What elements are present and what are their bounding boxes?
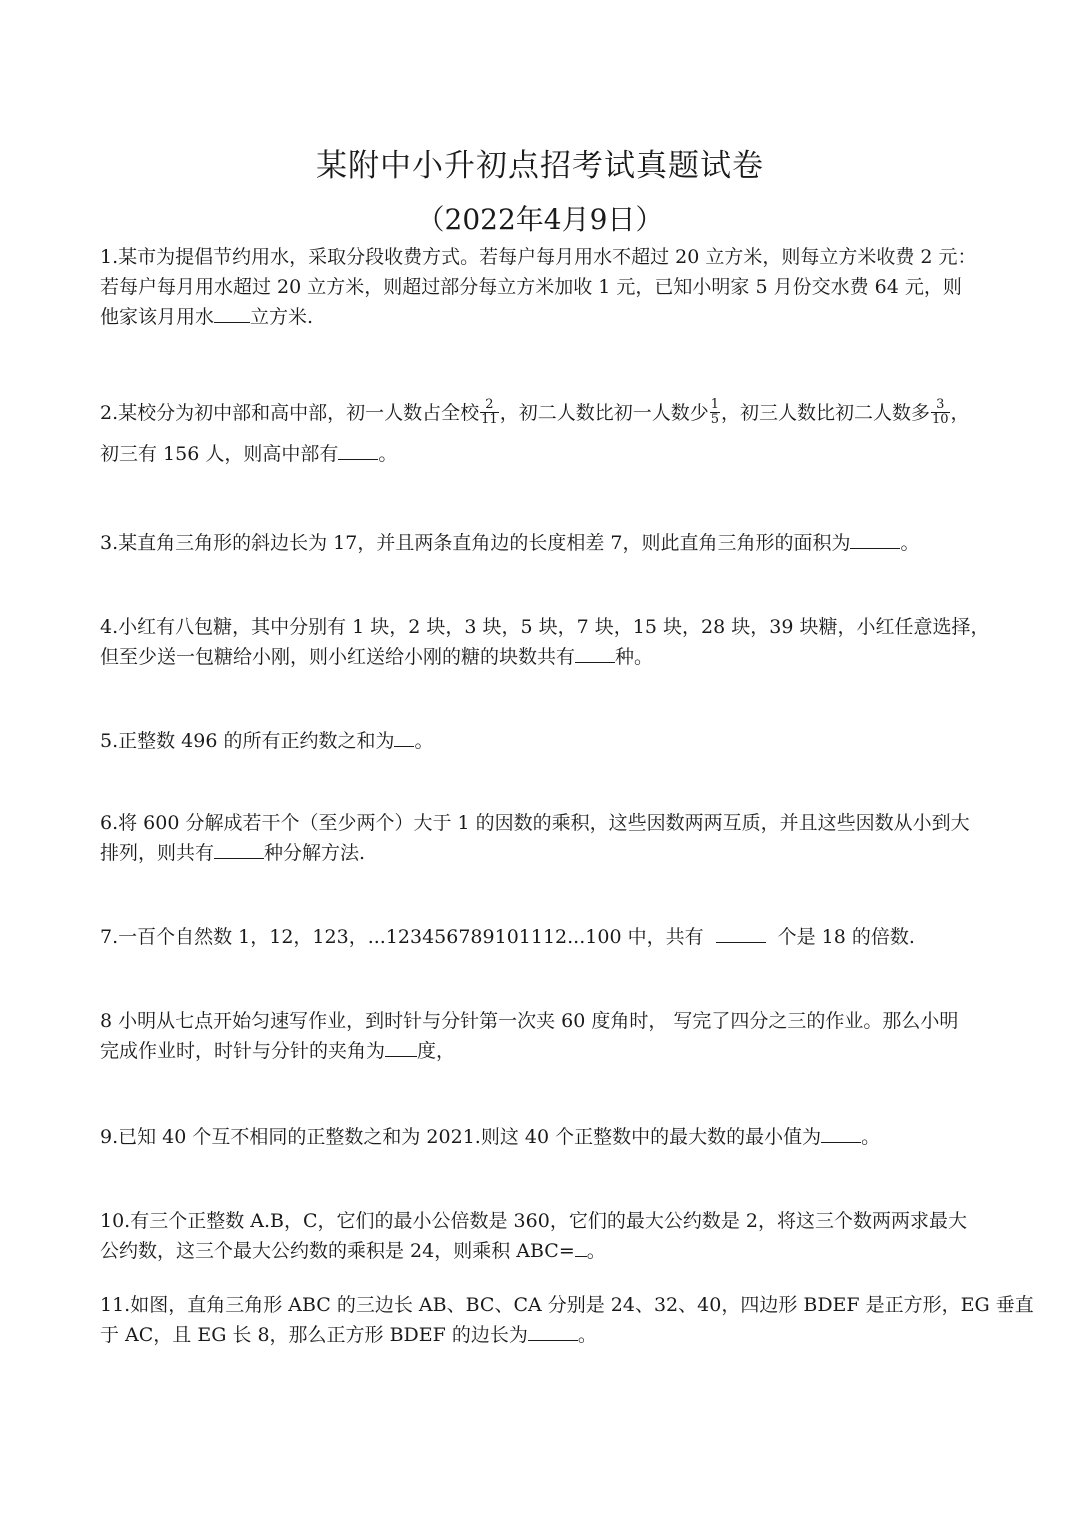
question-9-text-b: 。: [861, 1126, 881, 1148]
question-1-text-b: 立方米.: [250, 306, 314, 328]
question-10-line-1: 10.有三个正整数 A.B，C，它们的最小公倍数是 360，它们的最大公约数是 2，将这三个数两两求最大: [100, 1210, 967, 1232]
fraction-numerator: 3: [931, 398, 950, 413]
answer-blank-6[interactable]: [214, 838, 264, 859]
question-4: [100, 612, 990, 672]
question-1-line-3: [100, 302, 985, 332]
question-9: [100, 1122, 985, 1152]
question-6-text-a: 排列，则共有: [100, 842, 215, 864]
question-4-line-1: 4.小红有八包糖，其中分别有 1 块，2 块，3 块，5 块，7 块，15 块，28 块，39 块糖，小红任意选择，: [100, 616, 990, 638]
answer-blank-3[interactable]: [850, 528, 900, 549]
fraction-denominator: 10: [932, 411, 949, 427]
question-10-text-b: 。: [586, 1240, 606, 1262]
question-2-line-1: [100, 398, 985, 429]
answer-blank-1[interactable]: [214, 302, 250, 323]
answer-blank-7[interactable]: [716, 922, 766, 943]
question-2-text-f: 。: [378, 442, 398, 465]
question-1: [100, 242, 985, 332]
fraction-numerator: 1: [710, 396, 719, 412]
question-7-text-a: 7.一百个自然数 1，12，123，...123456789101112...100 中，共有: [100, 926, 704, 948]
question-9-text-a: 9.已知 40 个互不相同的正整数之和为 2021.则这 40 个正整数中的最大数的最小值为: [100, 1126, 822, 1148]
fraction-denominator: 5: [710, 411, 719, 427]
question-8-text-b: 度，: [417, 1040, 456, 1062]
question-11-text-b: 。: [577, 1324, 597, 1346]
question-4-line-2: [100, 642, 985, 672]
question-5-text-a: 5.正整数 496 的所有正约数之和为: [100, 730, 395, 752]
question-10-line-2: [100, 1236, 985, 1266]
question-10-text-a: 公约数，这三个最大公约数的乘积是 24，则乘积 ABC=: [100, 1240, 575, 1262]
question-2-text-e: 初三有 156 人，则高中部有: [100, 442, 339, 465]
question-11-line-1: 11.如图，直角三角形 ABC 的三边长 AB、BC、CA 分别是 24、32、40，四边形 BDEF 是正方形，EG 垂直: [100, 1294, 1034, 1316]
question-6-text-b: 种分解方法.: [264, 842, 366, 864]
answer-blank-4[interactable]: [575, 642, 615, 663]
fraction-denominator: 11: [481, 411, 498, 427]
fraction-3-10: [931, 398, 950, 427]
answer-blank-5[interactable]: [394, 726, 414, 747]
answer-blank-11[interactable]: [528, 1320, 578, 1341]
question-11-line-2: [100, 1320, 985, 1350]
question-2: [100, 398, 985, 469]
question-7: [100, 922, 985, 952]
question-2-text-b: ，初二人数比初一人数少: [499, 402, 709, 424]
question-11: [100, 1290, 1034, 1350]
question-4-text-b: 种。: [615, 646, 654, 668]
question-1-line-2: 若每户每月用水超过 20 立方米，则超过部分每立方米加收 1 元，已知小明家 5 月份交水费 64 元，则: [100, 276, 962, 298]
question-2-text-c: ，初三人数比初二人数多: [720, 402, 930, 424]
question-10: [100, 1206, 985, 1266]
question-4-text-a: 但至少送一包糖给小刚，则小红送给小刚的糖的块数共有: [100, 646, 576, 668]
fraction-1-5: [710, 398, 720, 427]
question-3-text-b: 。: [900, 532, 920, 554]
question-3: [100, 528, 985, 558]
question-7-text-b: 个是 18 的倍数.: [777, 926, 915, 948]
question-6-line-1: 6.将 600 分解成若干个（至少两个）大于 1 的因数的乘积，这些因数两两互质，并且这些因数从小到大: [100, 812, 970, 834]
question-6-line-2: [100, 838, 985, 868]
question-9-line-1: [100, 1122, 985, 1152]
question-3-text-a: 3.某直角三角形的斜边长为 17，并且两条直角边的长度相差 7，则此直角三角形的面积为: [100, 532, 851, 554]
question-2-text-a: 2.某校分为初中部和高中部，初一人数占全校: [100, 402, 480, 424]
question-1-line-1: 1.某市为提倡节约用水，采取分段收费方式。若每户每月用水不超过 20 立方米，则每立方米收费 2 元：: [100, 246, 977, 268]
question-5-line-1: [100, 726, 985, 756]
answer-blank-2[interactable]: [338, 439, 378, 460]
exam-title: 某附中小升初点招考试真题试卷: [316, 148, 764, 184]
question-3-line-1: [100, 528, 985, 558]
answer-blank-9[interactable]: [821, 1122, 861, 1143]
question-5: [100, 726, 985, 756]
question-2-line-2: [100, 439, 985, 469]
answer-blank-10[interactable]: [575, 1236, 587, 1257]
question-7-line-1: [100, 922, 985, 952]
question-8-text-a: 完成作业时，时针与分针的夹角为: [100, 1040, 386, 1062]
question-2-text-d: ，: [950, 402, 970, 424]
question-6: [100, 808, 985, 868]
fraction-2-11: [480, 398, 499, 427]
fraction-numerator: 2: [480, 398, 499, 413]
answer-blank-8[interactable]: [385, 1036, 417, 1057]
exam-date: （2022年4月9日）: [416, 203, 664, 236]
question-8-line-2: [100, 1036, 985, 1066]
question-5-text-b: 。: [414, 730, 434, 752]
question-8-line-1: 8 小明从七点开始匀速写作业，到时针与分针第一次夹 60 度角时， 写完了四分之三的作业。那么小明: [100, 1010, 959, 1032]
question-11-text-a: 于 AC，且 EG 长 8，那么正方形 BDEF 的边长为: [100, 1324, 528, 1346]
question-1-text-a: 他家该月用水: [100, 306, 215, 328]
question-8: [100, 1006, 985, 1066]
